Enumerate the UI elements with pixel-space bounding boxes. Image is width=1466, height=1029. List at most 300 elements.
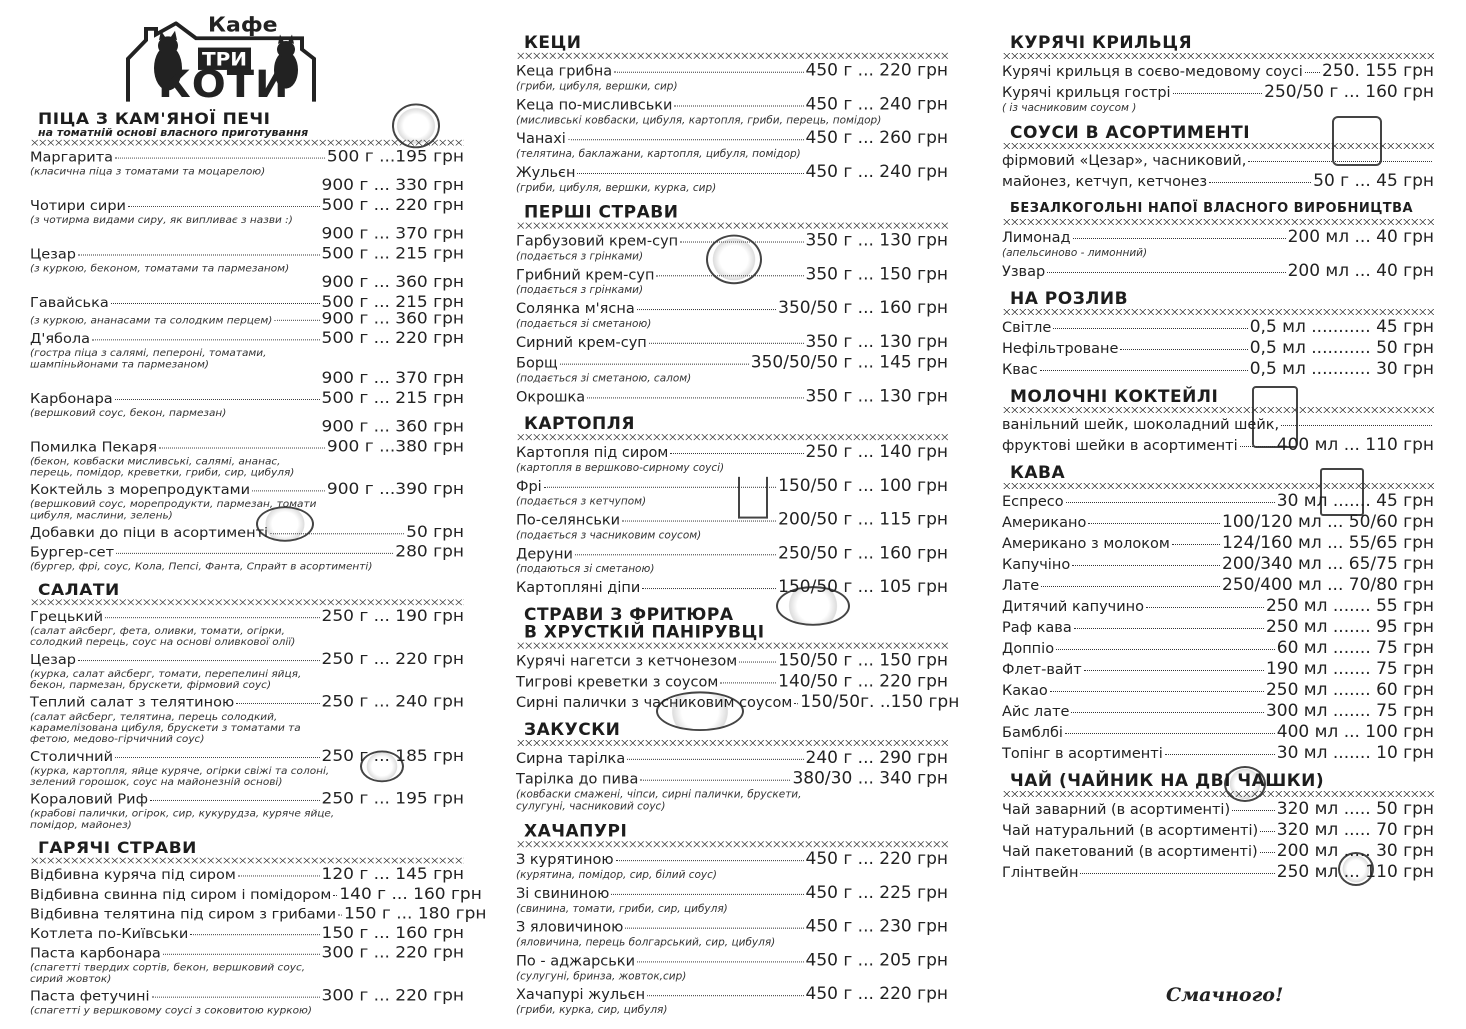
item-name: Борщ: [516, 355, 558, 372]
section-title: ЗАКУСКИ: [524, 720, 621, 740]
menu-item: [516, 545, 948, 563]
section-divider: [1002, 143, 1434, 149]
item-name: Зі свининою: [516, 885, 610, 902]
menu-section: [516, 604, 960, 715]
section-title: СТРАВИ З ФРИТЮРА: [524, 604, 734, 625]
item-leader-dots: [1232, 810, 1275, 811]
menu-item: [516, 444, 948, 462]
menu-section: [516, 721, 948, 816]
menu-item: [30, 388, 464, 408]
item-leader-dots: [78, 660, 320, 661]
item-name: Теплий салат з телятиною: [30, 695, 235, 711]
section-divider: [516, 53, 948, 59]
item-name: Чотири сири: [30, 198, 126, 214]
item-name: фруктові шейки в асортименті: [1002, 438, 1238, 454]
item-leader-dots: [1065, 733, 1275, 734]
menu-item: [516, 388, 948, 406]
item-name: Курячі нагетси з кетчонезом: [516, 653, 738, 670]
item-name: Дитячий капучино: [1002, 599, 1144, 615]
menu-item: [516, 916, 948, 937]
section-divider: [1002, 53, 1434, 59]
item-price: 250 мл ....... 95 грн: [1265, 617, 1434, 637]
menu-item: [30, 482, 464, 499]
item-price: 250 мл ....... 55 грн: [1265, 596, 1434, 616]
item-description: (подаються зі сметаною): [516, 563, 655, 576]
item-name: Паста карбонара: [30, 946, 161, 962]
menu-item: [30, 542, 464, 562]
item-price: 250 г ... 195 грн: [321, 789, 464, 809]
item-name: Грибний крем-суп: [516, 267, 655, 284]
item-description: (яловичина, перець болгарський, сир, цибуля): [516, 936, 776, 949]
item-leader-dots: [1173, 93, 1263, 94]
logo-tri-text: ТРИ: [198, 48, 251, 70]
menu-item: [1002, 514, 1434, 532]
item-price: 124/160 мл ... 55/65 грн: [1222, 533, 1434, 553]
item-price: 250 г ... 220 грн: [321, 649, 464, 669]
menu-item: [516, 475, 948, 496]
item-leader-dots: [1305, 72, 1320, 73]
item-price: 150/50г. ..150 грн: [800, 692, 960, 713]
item-leader-dots: [656, 275, 803, 276]
item-price: 450 г ... 205 грн: [805, 950, 948, 971]
item-leader-dots: [111, 303, 320, 304]
item-price: 250 мл ... 110 грн: [1276, 862, 1434, 882]
item-name: Американо: [1002, 515, 1087, 531]
item-gap: [516, 812, 948, 816]
menu-item: [516, 164, 948, 182]
item-name: Столичний: [30, 749, 114, 765]
menu-item: [516, 300, 948, 318]
menu-item: [516, 747, 948, 768]
item-description: (салат айсберг, фета, оливки, томати, огірки, солодкий перець, соус на основі оливкової олії): [30, 625, 296, 648]
menu-item: [1002, 556, 1434, 574]
section-title: ЧАЙ (ЧАЙНИК НА ДВІ ЧАШКИ): [1010, 771, 1325, 791]
item-price: 150/50 г ... 105 грн: [778, 577, 948, 598]
item-price: 150 г ... 160 грн: [321, 923, 464, 943]
item-gap: [1002, 114, 1434, 118]
item-name: Кеца по-мисливськи: [516, 97, 673, 114]
menu-section: [30, 839, 487, 1020]
item-leader-dots: [1050, 691, 1264, 692]
item-leader-dots: [575, 554, 776, 555]
item-extra-price: 900 г ... 370 грн: [321, 369, 464, 388]
item-description: (спагетті у вершковому соусі з соковитою куркою): [30, 1005, 312, 1017]
item-leader-dots: [115, 158, 325, 159]
item-name: Добавки до піци в асортименті: [30, 525, 269, 541]
item-gap: [516, 712, 948, 715]
item-description: (класична піца з томатами та моцарелою): [30, 165, 266, 178]
item-name: Курячі крильця в соєво-медовому соусі: [1002, 64, 1303, 80]
item-price: 150/50 г ... 150 грн: [778, 650, 948, 671]
section-divider: [1002, 483, 1434, 489]
item-price: 200 мл ... 40 грн: [1287, 261, 1434, 281]
item-leader-dots: [1146, 607, 1264, 608]
menu-item: [30, 945, 464, 962]
item-name: Цезар: [30, 247, 76, 263]
item-price: 350 г ... 130 грн: [805, 386, 948, 407]
menu-item: [1002, 153, 1434, 170]
cafe-logo: [30, 14, 464, 111]
item-name: Деруни: [516, 546, 573, 563]
item-name: Картопля під сиром: [516, 445, 669, 461]
item-name: Сирна тарілка: [516, 750, 626, 767]
section-divider: [30, 858, 464, 864]
menu-item: [1002, 340, 1434, 358]
item-description: (сулугуні, бринза, жовток,сир): [516, 970, 687, 983]
item-leader-dots: [560, 364, 749, 365]
item-description: ( із часниковим соусом ): [1002, 102, 1137, 114]
item-price: 900 г ...380 грн: [326, 437, 464, 456]
menu-item: [30, 525, 464, 542]
item-description: (вершковий соус, бекон, пармезан): [30, 407, 227, 419]
item-name: По-селянськи: [516, 512, 621, 529]
item-price: 250. 155 грн: [1322, 61, 1434, 81]
item-description: (з куркою, ананасами та солодким перцем): [30, 315, 273, 327]
section-divider: [1002, 407, 1434, 413]
item-price: 380/30 ... 340 грн: [792, 768, 948, 789]
menu-item: [30, 606, 464, 626]
menu-item: [30, 789, 464, 809]
item-price: 300 г ... 220 грн: [321, 986, 464, 1006]
item-price: 0,5 мл ........... 30 грн: [1249, 359, 1434, 379]
item-leader-dots: [1172, 544, 1220, 545]
menu-item: [516, 352, 948, 373]
item-leader-dots: [238, 875, 320, 876]
item-leader-dots: [190, 934, 319, 935]
item-price: 500 г ... 215 грн: [321, 388, 464, 408]
menu-section: [1002, 290, 1434, 382]
item-leader-dots: [622, 521, 776, 522]
menu-item: [1002, 319, 1434, 337]
item-leader-dots: [1056, 649, 1275, 650]
menu-section: [516, 822, 948, 1020]
item-name: Лате: [1002, 578, 1040, 594]
item-extra-price: 900 г ... 360 грн: [321, 273, 464, 292]
item-leader-dots: [1248, 161, 1432, 162]
item-name: Відбивна куряча під сиром: [30, 868, 236, 883]
item-name: Відбивна телятина під сиром з грибами: [30, 907, 337, 923]
section-title: КАРТОПЛЯ: [524, 414, 635, 435]
item-gap: [516, 597, 948, 600]
item-name: Жульєн: [516, 165, 576, 181]
item-price: 250 г ... 185 грн: [321, 746, 464, 766]
item-description: (подається зі сметаною): [516, 317, 652, 330]
section-title: КУРЯЧІ КРИЛЬЦЯ: [1010, 33, 1193, 53]
menu-item: [1002, 84, 1434, 102]
item-name: Тигрові креветки з соусом: [516, 674, 719, 691]
item-leader-dots: [1084, 670, 1264, 671]
section-title: ПІЦА З КАМ'ЯНОЇ ПЕЧІ: [38, 110, 271, 129]
item-price: 500 г ... 215 грн: [321, 244, 464, 263]
item-gap: [1002, 379, 1434, 382]
item-name: Д'ябола: [30, 331, 91, 347]
menu-item: [30, 746, 464, 766]
item-name: Помилка Пекаря: [30, 440, 158, 455]
menu-item: [516, 986, 948, 1004]
section-divider: [516, 223, 948, 229]
section-title: ХАЧАПУРІ: [524, 821, 628, 842]
menu-section: [1002, 34, 1434, 118]
item-name: Кораловий Риф: [30, 792, 148, 808]
item-price: 450 г ... 220 грн: [805, 984, 948, 1005]
item-price: 0,5 мл ........... 45 грн: [1249, 317, 1434, 337]
item-description: (подається з грінками): [516, 284, 644, 297]
item-description: (подається з часниковим соусом): [516, 529, 702, 542]
item-name: Окрошка: [516, 389, 586, 406]
item-name: Гарбузовий крем-суп: [516, 233, 679, 250]
item-price: 200 мл ... 40 грн: [1287, 227, 1434, 247]
item-leader-dots: [1260, 852, 1275, 853]
section-divider: [516, 643, 948, 649]
menu-item: [30, 331, 464, 348]
menu-item: [1002, 640, 1434, 658]
section-title: ГАРЯЧІ СТРАВИ: [38, 839, 197, 858]
item-leader-dots: [670, 453, 803, 454]
item-gap: [1002, 882, 1434, 885]
item-price: 250/50 г ... 160 грн: [1264, 82, 1434, 102]
item-description: (курка, картопля, яйце куряче, огірки свіжі та солоні, зелений горошок, соус на майонезній основі): [30, 765, 330, 788]
section-divider: [1002, 219, 1434, 225]
item-leader-dots: [236, 703, 319, 704]
item-gap: [30, 572, 464, 576]
item-price: 190 мл ....... 75 грн: [1265, 659, 1434, 679]
menu-item: [516, 882, 948, 903]
item-price: 250 мл ....... 60 грн: [1265, 680, 1434, 700]
item-price: 200/340 мл ... 65/75 грн: [1222, 554, 1434, 574]
footer-greeting: Смачного!: [1166, 984, 1284, 1006]
item-name: Тарілка до пива: [516, 771, 639, 788]
item-description: (свинина, томати, гриби, сир, цибуля): [516, 902, 728, 915]
menu-item: [1002, 598, 1434, 616]
item-price: 900 г ...390 грн: [326, 480, 464, 499]
item-leader-dots: [1053, 328, 1247, 329]
item-leader-dots: [625, 928, 803, 929]
item-name: Світле: [1002, 320, 1052, 336]
item-name: Топінг в асортименті: [1002, 746, 1163, 762]
item-name: Квас: [1002, 362, 1038, 378]
item-leader-dots: [159, 448, 325, 449]
menu-column-1: [30, 14, 487, 1020]
item-price: 450 г ... 220 грн: [805, 849, 948, 870]
menu-section: [30, 582, 464, 835]
item-leader-dots: [152, 997, 320, 998]
item-leader-dots: [649, 343, 804, 344]
item-leader-dots: [274, 320, 319, 321]
item-name: Лимонад: [1002, 230, 1071, 246]
item-description-row: [30, 311, 464, 327]
menu-item: [516, 579, 948, 597]
item-leader-dots: [1165, 754, 1275, 755]
section-title: СОУСИ В АСОРТИМЕНТІ: [1010, 123, 1251, 143]
item-price: 300 мл ....... 75 грн: [1265, 701, 1434, 721]
item-price: 200 мл ..... 30 грн: [1276, 841, 1434, 861]
item-description: (з чотирма видами сиру, як випливає з назви :): [30, 214, 293, 226]
menu-item: [516, 230, 948, 251]
menu-item: [1002, 822, 1434, 840]
item-name: Бамблбі: [1002, 725, 1063, 741]
item-name: Сирні палички з часниковим соусом: [516, 695, 793, 712]
item-leader-dots: [1080, 873, 1274, 874]
item-name: Глінтвейн: [1002, 865, 1079, 881]
item-price: 150 г ... 180 грн: [344, 904, 487, 924]
item-description: (курка, салат айсберг, томати, перепелині яйця, бекон, пармезан, брускети, фірмовий соус): [30, 668, 302, 691]
menu-item: [1002, 801, 1434, 819]
menu-item: [516, 692, 960, 713]
item-description: (подається з кетчупом): [516, 495, 647, 508]
item-description: (картопля в вершково-сирному соусі): [516, 461, 725, 474]
item-description: (телятина, баклажани, картопля, цибуля, помідор): [516, 148, 801, 161]
item-leader-dots: [568, 139, 804, 140]
item-price: 500 г ...195 грн: [326, 147, 464, 166]
item-price: 500 г ... 215 грн: [321, 292, 464, 312]
item-leader-dots: [637, 961, 804, 962]
menu-item: [1002, 361, 1434, 379]
item-leader-dots: [1240, 446, 1275, 447]
item-price: 320 мл ..... 70 грн: [1276, 820, 1434, 840]
item-price: 400 мл ... 110 грн: [1276, 435, 1434, 455]
menu-section: [1002, 200, 1434, 284]
item-price: 400 мл ... 100 грн: [1276, 722, 1434, 742]
item-gap: [30, 831, 464, 835]
item-price: 280 грн: [395, 542, 464, 562]
item-description: (курятина, помідор, сир, білий соус): [516, 869, 718, 881]
item-leader-dots: [116, 553, 393, 554]
menu-item: [1002, 263, 1434, 281]
menu-item: [30, 649, 464, 669]
item-description: (ковбаски смажені, чіпси, сирні палички, брускети, сулугуні, часниковий соус): [516, 788, 802, 813]
item-price: 450 г ... 225 грн: [805, 882, 948, 903]
item-name: фірмовий «Цезар», часниковий,: [1002, 153, 1247, 169]
item-name: Хачапурі жульєн: [516, 987, 646, 1004]
item-price: 200/50 г ... 115 грн: [778, 509, 948, 530]
section-title: КАВА: [1010, 463, 1066, 483]
item-name: Нефільтроване: [1002, 341, 1119, 357]
item-name: Відбивна свинна під сиром і помідором: [30, 887, 332, 903]
item-gap: [516, 406, 948, 409]
item-leader-dots: [1209, 182, 1311, 183]
item-name: Карбонара: [30, 391, 113, 407]
item-name: Маргарита: [30, 150, 114, 166]
item-extra-price: 900 г ... 360 грн: [321, 417, 464, 437]
item-leader-dots: [647, 995, 803, 996]
item-name: По - аджарськи: [516, 953, 635, 970]
item-description: (мисливські ковбаски, цибуля, картопля, гриби, перець, помідор): [516, 114, 882, 127]
item-description: (бекон, ковбаски мисливські, салямі, ананас, перець, помідор, креветки, гриби, сир, цибуля): [30, 455, 295, 479]
item-name: Курячі крильця гострі: [1002, 85, 1171, 101]
menu-item: [516, 673, 948, 691]
menu-item: [516, 650, 948, 671]
item-leader-dots: [627, 759, 803, 760]
item-leader-dots: [739, 662, 776, 663]
section-divider: [516, 434, 948, 440]
menu-item: [1002, 682, 1434, 700]
item-leader-dots: [163, 954, 320, 955]
item-leader-dots: [1074, 628, 1264, 629]
item-name: З курятиною: [516, 852, 614, 869]
item-description: (гостра піца з салямі, пепероні, томатами, шампіньйонами та пармезаном): [30, 347, 267, 371]
menu-item: [30, 988, 464, 1005]
item-name: Флет-вайт: [1002, 662, 1082, 678]
item-name: Сирний крем-суп: [516, 334, 647, 351]
item-name: Грецький: [30, 609, 103, 625]
item-description: (вершковий соус, морепродукти, пармезан, томати цибуля, маслини, зелень): [30, 498, 317, 522]
item-leader-dots: [270, 533, 404, 534]
item-leader-dots: [1120, 349, 1247, 350]
item-leader-dots: [115, 399, 320, 400]
item-price: 350/50/50 г ... 145 грн: [750, 352, 948, 373]
menu-section: [1002, 388, 1434, 458]
item-price: 250 г ... 140 грн: [805, 442, 948, 462]
item-description: (подається зі сметаною, салом): [516, 372, 692, 385]
menu-item: [1002, 437, 1434, 455]
item-price: 500 г ... 220 грн: [321, 195, 464, 215]
item-leader-dots: [128, 206, 320, 207]
item-price: 250/50 г ... 160 грн: [778, 543, 948, 564]
item-description: (гриби, цибуля, вершки, сир): [516, 80, 678, 93]
item-name: Цезар: [30, 652, 76, 668]
item-leader-dots: [614, 72, 803, 73]
menu-column-2: [516, 33, 960, 1020]
item-price: 320 мл ..... 50 грн: [1276, 799, 1434, 819]
item-leader-dots: [1073, 238, 1286, 239]
section-divider: [30, 140, 464, 146]
item-leader-dots: [150, 800, 320, 801]
item-price: 450 г ... 240 грн: [805, 162, 948, 182]
logo-koty-text: КОТИ: [158, 63, 290, 107]
item-leader-dots: [115, 757, 319, 758]
menu-item: [30, 884, 482, 904]
item-name: Гавайська: [30, 295, 109, 311]
item-name: Айс лате: [1002, 704, 1070, 720]
item-description: (спагетті твердих сортів, бекон, вершковий соус, сирий жовток): [30, 962, 306, 985]
logo-kafe-text: Кафе: [208, 14, 278, 38]
item-gap: [30, 1016, 464, 1020]
item-price: 250 г ... 190 грн: [321, 606, 464, 626]
item-price: 300 г ... 220 грн: [321, 943, 464, 963]
item-price: 60 мл ....... 75 грн: [1276, 638, 1434, 658]
menu-item: [516, 130, 948, 148]
section-title: САЛАТИ: [38, 580, 120, 600]
item-leader-dots: [333, 895, 337, 896]
menu-item: [516, 331, 948, 352]
item-leader-dots: [92, 339, 319, 340]
menu-item: [30, 149, 464, 166]
item-price: 30 мл ....... 45 грн: [1276, 491, 1434, 511]
item-leader-dots: [720, 682, 776, 683]
section-divider: [30, 600, 464, 606]
menu-section: [516, 204, 948, 410]
item-name: Паста фетучині: [30, 989, 150, 1005]
section-divider: [1002, 309, 1434, 315]
item-price: 450 г ... 240 грн: [805, 94, 948, 115]
item-price: 450 г ... 260 грн: [805, 128, 948, 149]
item-price: 50 грн: [406, 523, 464, 542]
item-leader-dots: [1071, 712, 1263, 713]
section-title: НА РОЗЛИВ: [1010, 289, 1129, 309]
item-price: 240 г ... 290 грн: [805, 747, 948, 768]
menu-item: [516, 851, 948, 869]
item-leader-dots: [1072, 565, 1220, 566]
item-leader-dots: [1040, 370, 1248, 371]
item-name: Чай натуральний (в асортименті): [1002, 823, 1259, 839]
menu-item: [30, 904, 487, 924]
item-name: Чай заварний (в асортименті): [1002, 802, 1231, 818]
item-price: 450 г ... 230 грн: [805, 916, 948, 937]
item-price: 150/50 г ... 100 грн: [778, 475, 948, 496]
item-leader-dots: [674, 105, 803, 106]
item-gap: [1002, 281, 1434, 284]
menu-item: [516, 768, 948, 789]
